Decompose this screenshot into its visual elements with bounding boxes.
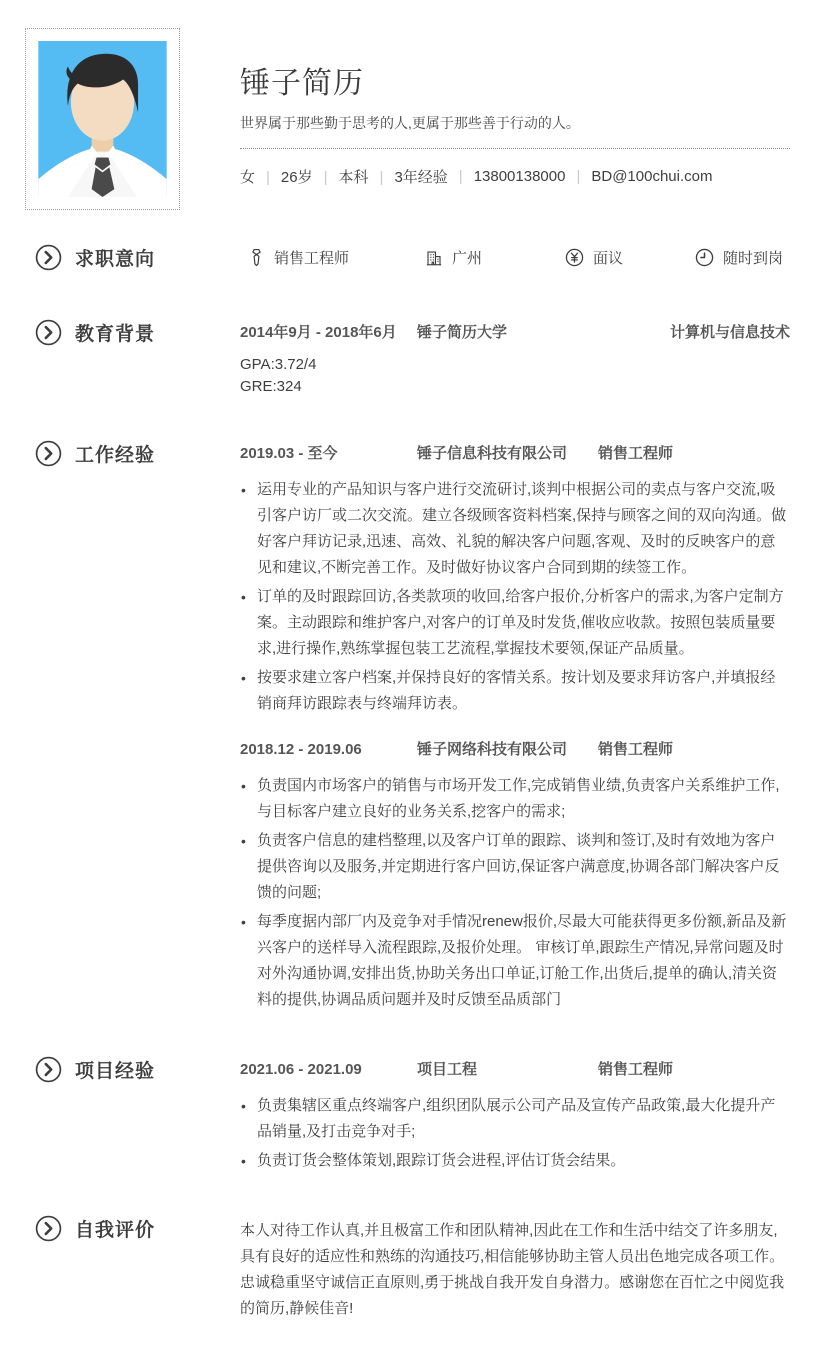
section-work-experience [35, 440, 790, 1016]
intent-position-label: 销售工程师 [274, 250, 350, 267]
section-body [240, 319, 790, 398]
intent-city-label: 广州 [452, 250, 483, 267]
section-label [35, 1056, 240, 1083]
intent-city [425, 247, 565, 268]
section-body [240, 244, 790, 268]
job-bullet: • 按要求建立客户档案,并保持良好的客情关系。按计划及要求拜访客户,并填报经销商拜访跟踪表与终端拜访表。 [240, 665, 790, 717]
job-header-row [240, 443, 790, 465]
section-body [240, 1215, 790, 1322]
section-body [240, 440, 790, 1016]
project-role: 销售工程师 [598, 1061, 674, 1078]
job-bullets [240, 477, 790, 717]
info-gender: 女 [240, 169, 256, 186]
job-role: 销售工程师 [598, 741, 674, 758]
job-entry [240, 443, 790, 717]
chevron-circle-icon [35, 1056, 62, 1083]
section-label [35, 319, 240, 346]
job-bullet: • 订单的及时跟踪回访,各类款项的收回,给客户报价,分析客户的需求,为客户定制方案。主动跟踪和维护客户,对客户的订单及时发货,催收应收款。按照包装质量要求,进行操作,熟练掌握包装工艺流程,掌握技术要领,保证产品质量。 [240, 584, 790, 662]
intent-row [240, 247, 790, 268]
job-company: 锤子网络科技有限公司 [417, 741, 568, 758]
intent-salary [565, 247, 695, 268]
education-school: 锤子简历大学 [417, 324, 508, 341]
intent-position [248, 247, 425, 268]
job-company: 锤子信息科技有限公司 [417, 445, 568, 462]
section-title: 工作经验 [75, 445, 156, 466]
intent-availability-label: 随时到岗 [723, 250, 784, 267]
section-label [35, 440, 240, 467]
resume-header [25, 28, 790, 210]
info-age: | 26岁 [255, 166, 313, 187]
intent-salary-label: 面议 [593, 250, 624, 267]
job-bullet: • 每季度据内部厂内及竞争对手情况renew报价,尽最大可能获得更多份额,新品及新兴客户的送样导入流程跟踪,及报价处理。 审核订单,跟踪生产情况,异常问题及时对外沟通协调,安排出货,协助关务出口单证,订舱工作,出货后,提单的确认,清关资料的提供,协调品质问题并及时反馈至品质部门 [240, 909, 790, 1013]
chevron-circle-icon [35, 244, 62, 271]
resume-title: 锤子简历 [240, 67, 364, 100]
info-phone: | 13800138000 [448, 168, 566, 185]
education-gre: GRE:324 [240, 378, 302, 395]
project-bullets [240, 1093, 790, 1174]
chevron-circle-icon [35, 440, 62, 467]
job-bullet: • 负责客户信息的建档整理,以及客户订单的跟踪、谈判和签订,及时有效地为客户提供咨询以及服务,并定期进行客户回访,保证客户满意度,协调各部门解决客户反馈的问题; [240, 828, 790, 906]
education-header-row [240, 322, 790, 344]
job-period: 2018.12 - 2019.06 [240, 741, 362, 758]
section-title: 自我评价 [75, 1220, 156, 1241]
sections [25, 244, 790, 1322]
chevron-circle-icon [35, 1215, 62, 1242]
chevron-circle-icon [35, 319, 62, 346]
section-body [240, 1056, 790, 1177]
project-period: 2021.06 - 2021.09 [240, 1061, 362, 1078]
job-role: 销售工程师 [598, 445, 674, 462]
section-title: 项目经验 [75, 1061, 156, 1082]
education-gpa: GPA:3.72/4 [240, 356, 317, 373]
section-job-intention [35, 244, 790, 271]
info-experience: | 3年经验 [369, 166, 448, 187]
job-bullet: • 运用专业的产品知识与客户进行交流研讨,谈判中根据公司的卖点与客户交流,吸引客户访厂或二次交流。建立各级顾客资料档案,保持与顾客之间的双向沟通。做好客户拜访记录,迅速、高效、礼貌的解决客户问题,客观、及时的反映客户的意见和建议,不断完善工作。及时做好协议客户合同到期的续签工作。 [240, 477, 790, 581]
project-bullet: • 负责订货会整体策划,跟踪订货会进程,评估订货会结果。 [240, 1148, 790, 1174]
job-header-row [240, 739, 790, 761]
project-bullet: • 负责集辖区重点终端客户,组织团队展示公司产品及宣传产品政策,最大化提升产品销量,及打击竞争对手; [240, 1093, 790, 1145]
self-evaluation-text: 本人对待工作认真,并且极富工作和团队精神,因此在工作和生活中结交了许多朋友,具有良好的适应性和熟练的沟通技巧,相信能够协助主管人员出色地完成各项工作。忠诚稳重坚守诚信正直原则,勇于挑战自我开发自身潜力。感谢您在百忙之中阅览我的简历,静候佳音! [240, 1222, 785, 1317]
building-icon [425, 249, 443, 267]
job-bullet: • 负责国内市场客户的销售与市场开发工作,完成销售业绩,负责客户关系维护工作,与目标客户建立良好的业务关系,挖客户的需求; [240, 773, 790, 825]
project-name: 项目工程 [417, 1061, 478, 1078]
yuan-icon [565, 248, 584, 267]
section-title: 教育背景 [75, 324, 156, 345]
avatar [38, 41, 167, 197]
section-project-experience [35, 1056, 790, 1177]
tie-icon [248, 248, 265, 267]
section-education [35, 319, 790, 398]
motto-line: 世界属于那些勤于思考的人,更属于那些善于行动的人。 [240, 113, 790, 149]
info-email: | BD@100chui.com [565, 168, 712, 185]
clock-icon [695, 248, 714, 267]
section-title: 求职意向 [75, 249, 156, 270]
project-header-row [240, 1059, 790, 1081]
section-label [35, 244, 240, 271]
profile-photo [25, 28, 180, 210]
job-entry [240, 739, 790, 1013]
section-label [35, 1215, 240, 1242]
header-text-block [240, 28, 790, 210]
education-period: 2014年9月 - 2018年6月 [240, 324, 397, 341]
job-bullets [240, 773, 790, 1013]
education-details [240, 354, 790, 398]
basic-info-line [240, 166, 790, 187]
info-degree: | 本科 [313, 166, 369, 187]
section-self-evaluation [35, 1215, 790, 1322]
intent-availability [695, 247, 783, 268]
education-major: 计算机与信息技术 [669, 324, 790, 341]
job-period: 2019.03 - 至今 [240, 445, 338, 462]
